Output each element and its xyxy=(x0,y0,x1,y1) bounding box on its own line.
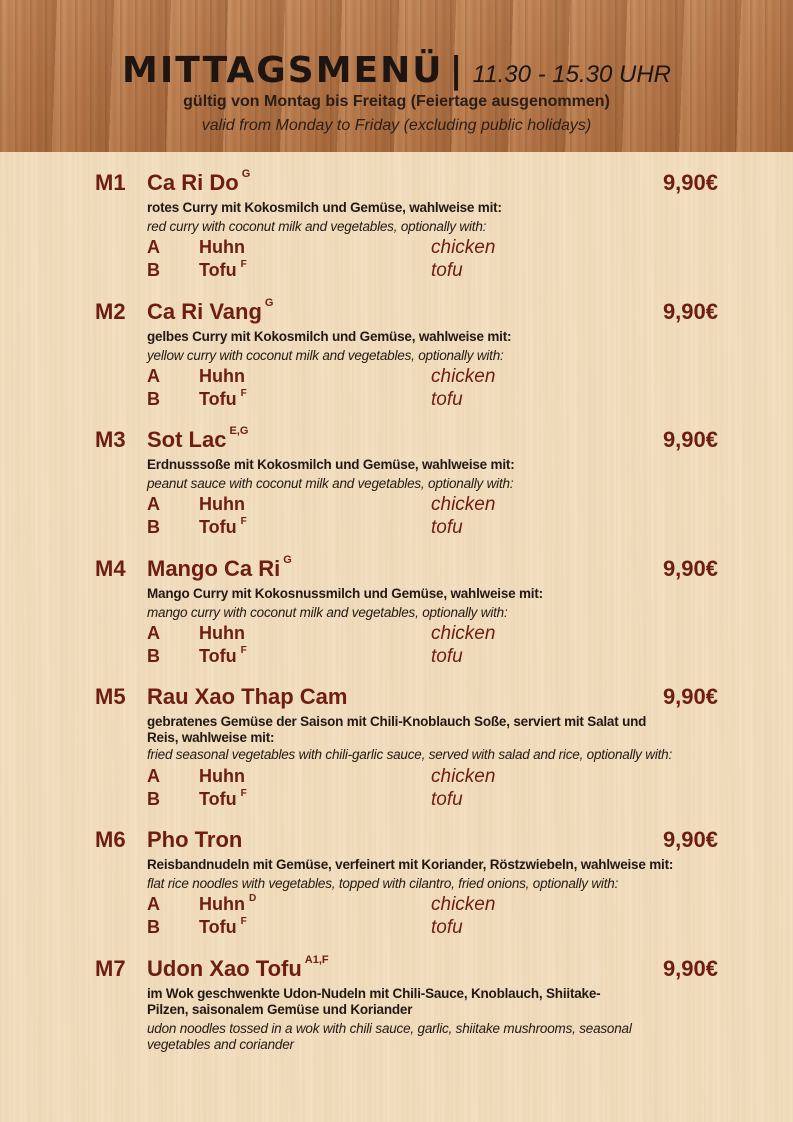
item-description-english: red curry with coconut milk and vegetables, optionally with: xyxy=(147,219,487,234)
item-name: Ca Ri Vang $^G$ xyxy=(147,297,274,324)
option-german: Tofu $^F$ xyxy=(199,388,247,409)
option-german: Tofu $^F$ xyxy=(199,645,247,666)
option-allergens: F xyxy=(240,259,247,270)
item-description-german: gebratenes Gemüse der Saison mit Chili-Knoblauch Soße, serviert mit Salat und Reis, wahlweise mit: xyxy=(147,714,647,745)
option-letter: B xyxy=(147,260,160,280)
option-german: Tofu $^F$ xyxy=(199,788,247,809)
title-line xyxy=(0,50,793,96)
item-allergens: E,G xyxy=(229,425,249,437)
option-english: tofu xyxy=(431,917,463,938)
option-letter: B xyxy=(147,917,160,937)
option-english: chicken xyxy=(431,894,496,915)
option-letter: A xyxy=(147,766,160,786)
option-letter: A xyxy=(147,494,160,514)
option-english: tofu xyxy=(431,260,463,281)
item-price: 9,90€ xyxy=(662,299,718,324)
option-english: chicken xyxy=(431,623,496,644)
option-german: Huhn xyxy=(199,366,245,386)
item-code: M7 xyxy=(95,956,126,981)
option-letter: B xyxy=(147,389,160,409)
item-code: M2 xyxy=(95,299,126,324)
item-description-german: Mango Curry mit Kokosnussmilch und Gemüse, wahlweise mit: xyxy=(147,586,543,601)
option-allergens: F xyxy=(240,788,247,799)
item-code: M3 xyxy=(95,427,126,452)
item-code: M5 xyxy=(95,684,126,709)
item-name: Sot Lac $^{E,G}$ xyxy=(147,425,249,452)
item-allergens: G xyxy=(241,168,251,180)
item-name: Mango Ca Ri $^G$ xyxy=(147,554,292,581)
option-english: tofu xyxy=(431,389,463,410)
item-description-german: im Wok geschwenkte Udon-Nudeln mit Chili-Sauce, Knoblauch, Shiitake-Pilzen, saisonalem Gemüse und Koriander xyxy=(147,986,601,1017)
item-price: 9,90€ xyxy=(662,827,718,852)
option-letter: B xyxy=(147,646,160,666)
item-price: 9,90€ xyxy=(662,556,718,581)
option-german: Tofu $^F$ xyxy=(199,259,247,280)
item-name: Pho Tron xyxy=(147,827,243,852)
item-price: 9,90€ xyxy=(662,956,718,981)
item-code: M6 xyxy=(95,827,126,852)
option-allergens: F xyxy=(240,916,247,927)
item-description-german: Erdnusssoße mit Kokosmilch und Gemüse, wahlweise mit: xyxy=(147,457,515,472)
item-price: 9,90€ xyxy=(662,170,718,195)
item-price: 9,90€ xyxy=(662,684,718,709)
option-letter: B xyxy=(147,517,160,537)
item-description-german: gelbes Curry mit Kokosmilch und Gemüse, wahlweise mit: xyxy=(147,329,512,344)
item-allergens: G xyxy=(283,554,292,566)
item-description-english: fried seasonal vegetables with chili-garlic sauce, served with salad and rice, optionally with: xyxy=(147,747,673,762)
item-description-english: mango curry with coconut milk and vegetables, optionally with: xyxy=(147,605,508,620)
option-english: tofu xyxy=(431,517,463,538)
service-hours: 11.30 - 15.30 UHR xyxy=(472,61,671,88)
title-separator: | xyxy=(449,50,463,91)
item-description-german: rotes Curry mit Kokosmilch und Gemüse, wahlweise mit: xyxy=(147,200,502,215)
option-letter: A xyxy=(147,623,160,643)
option-allergens: F xyxy=(240,645,247,656)
item-name: Ca Ri Do $^G$ xyxy=(147,168,251,195)
item-name: Rau Xao Thap Cam xyxy=(147,684,348,709)
option-english: tofu xyxy=(431,789,463,810)
item-description-english: yellow curry with coconut milk and vegetables, optionally with: xyxy=(147,348,504,363)
menu-title: MITTAGSMENÜ xyxy=(122,50,444,91)
option-english: chicken xyxy=(431,366,496,387)
item-description-english: udon noodles tossed in a wok with chili sauce, garlic, shiitake mushrooms, seasonal vegetables and coriander xyxy=(147,1021,632,1052)
option-german: Huhn $^D$ xyxy=(199,893,257,914)
option-english: chicken xyxy=(431,237,496,258)
option-allergens: F xyxy=(240,516,247,527)
item-code: M1 xyxy=(95,170,126,195)
validity-german: gültig von Montag bis Freitag (Feiertage ausgenommen) xyxy=(183,93,610,110)
option-english: chicken xyxy=(431,494,496,515)
item-description-german: Reisbandnudeln mit Gemüse, verfeinert mit Koriander, Röstzwiebeln, wahlweise mit: xyxy=(147,857,674,872)
option-letter: A xyxy=(147,894,160,914)
option-german: Huhn xyxy=(199,237,245,257)
item-code: M4 xyxy=(95,556,126,581)
item-allergens: A1,F xyxy=(304,954,329,966)
item-description-english: peanut sauce with coconut milk and vegetables, optionally with: xyxy=(147,476,514,491)
option-letter: A xyxy=(147,366,160,386)
option-allergens: F xyxy=(240,388,247,399)
option-letter: B xyxy=(147,789,160,809)
option-german: Huhn xyxy=(199,494,245,514)
item-description-english: flat rice noodles with vegetables, topped with cilantro, fried onions, optionally with: xyxy=(147,876,619,891)
validity-english: valid from Monday to Friday (excluding public holidays) xyxy=(201,117,592,134)
option-german: Huhn xyxy=(199,623,245,643)
option-letter: A xyxy=(147,237,160,257)
option-german: Tofu $^F$ xyxy=(199,516,247,537)
option-german: Huhn xyxy=(199,766,245,786)
option-english: chicken xyxy=(431,766,496,787)
option-english: tofu xyxy=(431,646,463,667)
item-allergens: G xyxy=(264,297,274,309)
wood-header xyxy=(0,0,793,152)
item-name: Udon Xao Tofu $^{A1,F}$ xyxy=(147,954,329,981)
option-allergens: D xyxy=(248,893,257,904)
option-german: Tofu $^F$ xyxy=(199,916,247,937)
item-price: 9,90€ xyxy=(662,427,718,452)
